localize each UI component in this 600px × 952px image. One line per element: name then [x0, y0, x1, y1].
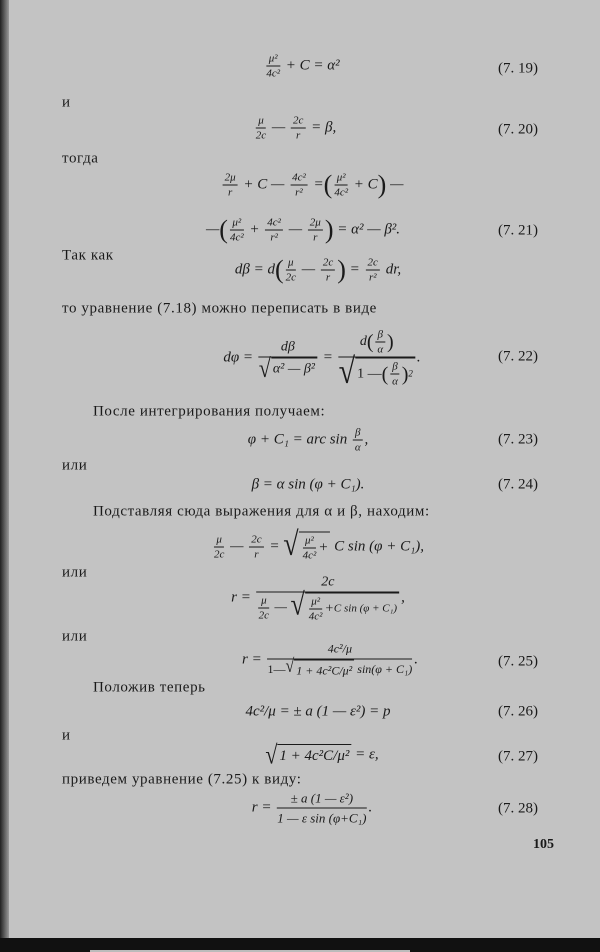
equation-7-23: φ + C₁ = arc sin $\frac{\beta}{\alpha}$ , — [247, 426, 369, 454]
equation-7-24: β = α sin (φ + C₁). — [251, 476, 365, 493]
eq-number: (7. 27) — [498, 748, 538, 765]
text-or: или — [62, 564, 88, 581]
page-left-shadow — [0, 0, 9, 952]
equation-dbeta: dβ = d( $\frac{\mu}{2c}$ — $\frac{2c}{r}$ ) = $\frac{2c}{\text{r²}}$ dr, — [234, 255, 402, 284]
equation-7-22: dφ = dβ √ α² — β² = d( $\frac{\beta}{\alpha}$ ) √ 1 — ( $\frac{\beta}{\alpha}$ ) 2 . — [223, 328, 421, 392]
equation-7-20: $\frac{\mu}{2c}$ — $\frac{2c}{r}$ = β, — [255, 114, 337, 142]
text-equation-rewrite: то уравнение (7.18) можно переписать в виде — [62, 300, 377, 317]
text-or: или — [62, 457, 88, 474]
text-and: и — [62, 727, 71, 744]
text-setting-now: Положив теперь — [93, 679, 206, 696]
eq-number: (7. 23) — [498, 431, 538, 448]
eq-number: (7. 28) — [498, 800, 538, 817]
equation-7-27: √ 1 + 4c²C/μ² = ε, — [265, 739, 379, 770]
equation-7-26: 4c²/μ = ± a (1 — ε²) = p — [245, 703, 391, 720]
page-number: 105 — [533, 837, 554, 852]
equation-7-19: $\frac{\text{μ²}}{\text{4c²}}$ + C = α² — [266, 52, 340, 80]
text-substituting: Подставляя сюда выражения для α и β, находим: — [93, 503, 430, 520]
text-after-integration: После интегрирования получаем: — [93, 403, 326, 420]
eq-number: (7. 22) — [498, 348, 538, 365]
text-and: и — [62, 94, 71, 111]
eq-number: (7. 21) — [498, 222, 538, 239]
eq-number: (7. 25) — [498, 653, 538, 670]
equation-7-25: r = 4c²/μ 1— √ 1 + 4c²C/μ² sin(φ + C₁) . — [242, 640, 418, 681]
equation-7-21-line2: —( $\frac{\text{μ²}}{\text{4c²}}$ + $\frac{\text{4c²}}{\text{r²}}$ — $\frac{2\mu}{r}$ ) = α² — β². — [205, 215, 401, 244]
equation-7-21-line1: $\frac{2\mu}{r}$ + C — $\frac{\text{4c²}}{\text{r²}}$ =( $\frac{\text{μ²}}{\text{4c²}}$ + C) — — [224, 170, 404, 199]
text-or: или — [62, 628, 88, 645]
eq-number: (7. 20) — [498, 121, 538, 138]
text-since: Так как — [62, 247, 114, 264]
eq-number: (7. 24) — [498, 476, 538, 493]
equation-r-first: r = 2c $\frac{\mu}{2c}$ — √ $\frac{\text{μ²}}{\text{4c²}}$ + C sin (φ + C₁) , — [231, 574, 405, 623]
eq-number: (7. 19) — [498, 60, 538, 77]
equation-7-28: r = $\frac{\text{± a (1 — ε²)}}{\text{1 — ε sin (φ+C₁)}}$ . — [251, 790, 373, 826]
equation-substituted: $\frac{\mu}{2c}$ — $\frac{2c}{r}$ = √ $\frac{\text{μ²}}{\text{4c²}}$ + C sin (φ + C₁), — [213, 526, 425, 564]
eq-number: (7. 26) — [498, 703, 538, 720]
text-then: тогда — [62, 150, 99, 167]
text-reduce-equation: приведем уравнение (7.25) к виду: — [62, 771, 302, 788]
